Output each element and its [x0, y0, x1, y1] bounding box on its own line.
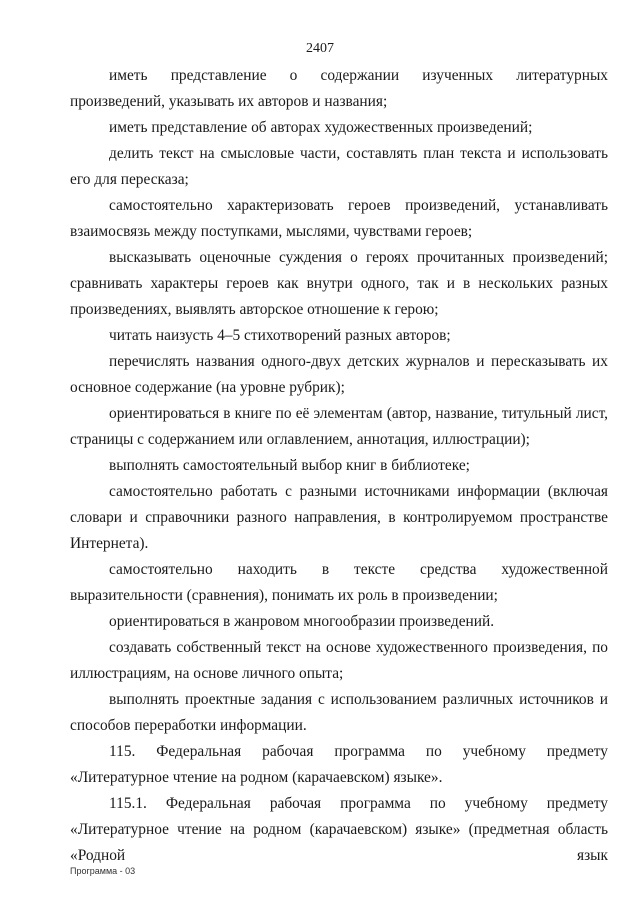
section-heading-paragraph: 115. Федеральная рабочая программа по учебному предмету «Литературное чтение на родном (карачаевском) языке».	[70, 743, 608, 786]
paragraph: выполнять самостоятельный выбор книг в библиотеке;	[109, 457, 470, 474]
document-body	[70, 63, 608, 869]
paragraph: самостоятельно находить в тексте средства художественной выразительности (сравнения), понимать их роль в произведении;	[70, 561, 608, 604]
paragraph: иметь представление о содержании изученных литературных произведений, указывать их авторов и названия;	[70, 67, 608, 110]
subsection-paragraph: 115.1. Федеральная рабочая программа по учебному предмету «Литературное чтение на родном (карачаевском) языке» (предметная область «Родной язык	[70, 795, 608, 864]
paragraph: самостоятельно характеризовать героев произведений, устанавливать взаимосвязь между поступками, мыслями, чувствами героев;	[70, 197, 608, 240]
paragraph: высказывать оценочные суждения о героях прочитанных произведений; сравнивать характеры героев как внутри одного, так и в нескольких разных произведениях, выявлять авторское отношение к герою;	[70, 249, 608, 318]
paragraph: выполнять проектные задания с использованием различных источников и способов переработки информации.	[70, 691, 608, 734]
paragraph: ориентироваться в книге по её элементам (автор, название, титульный лист, страницы с содержанием или оглавлением, аннотация, иллюстрации);	[70, 405, 608, 448]
page-number: 2407	[306, 41, 334, 56]
paragraph: создавать собственный текст на основе художественного произведения, по иллюстрациям, на основе личного опыта;	[70, 639, 608, 682]
paragraph: самостоятельно работать с разными источниками информации (включая словари и справочники разного направления, в контролируемом пространстве Интернета).	[70, 483, 608, 552]
paragraph: перечислять названия одного-двух детских журналов и пересказывать их основное содержание (на уровне рубрик);	[70, 353, 608, 396]
paragraph: делить текст на смысловые части, составлять план текста и использовать его для пересказа;	[70, 145, 608, 188]
paragraph: ориентироваться в жанровом многообразии произведений.	[109, 613, 495, 630]
footer-label: Программа - 03	[70, 866, 136, 876]
paragraph: читать наизусть 4–5 стихотворений разных авторов;	[109, 327, 451, 344]
paragraph: иметь представление об авторах художественных произведений;	[109, 119, 533, 136]
